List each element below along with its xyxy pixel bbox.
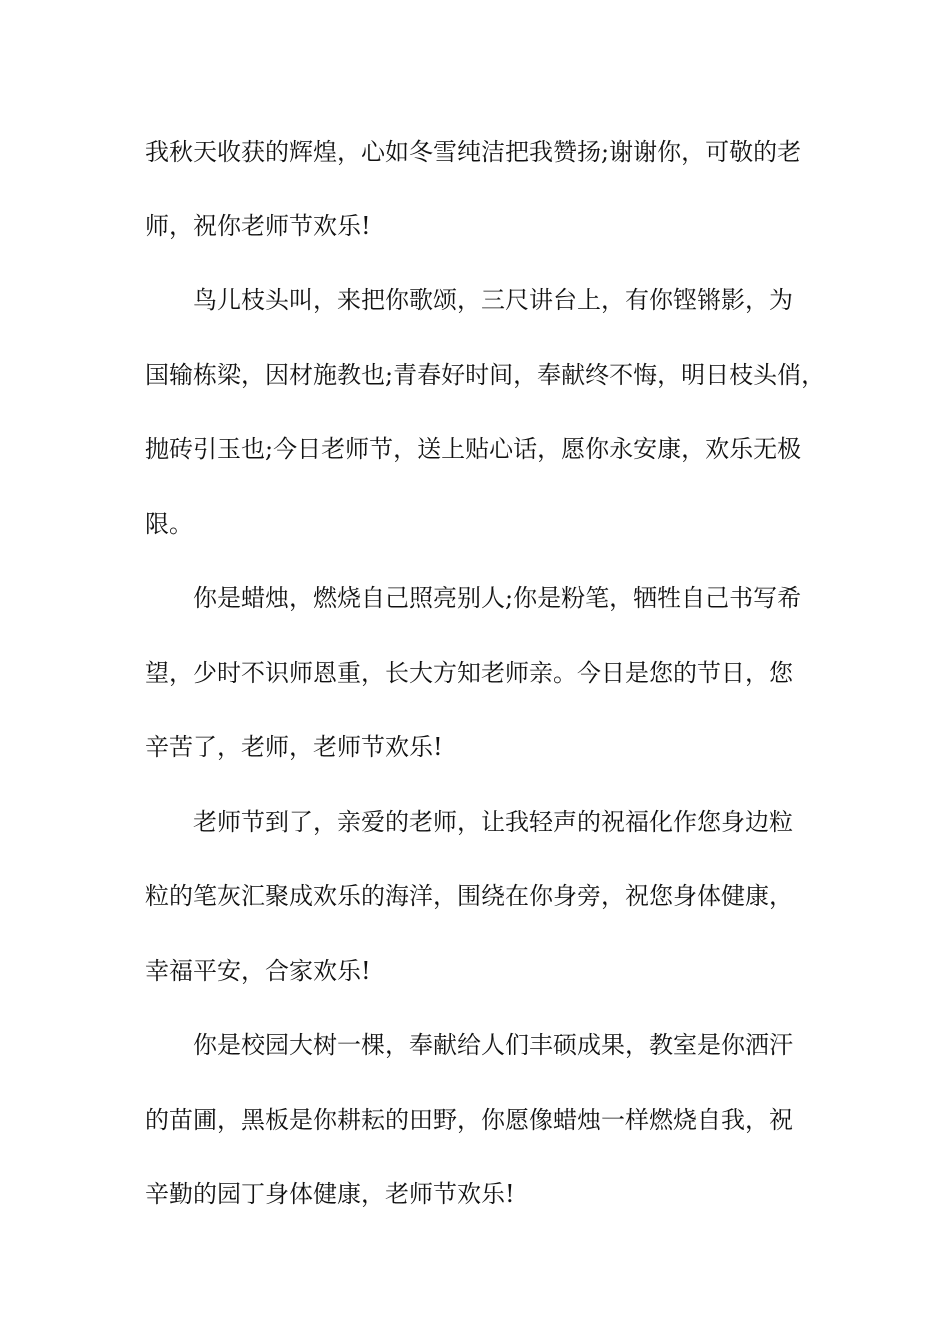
- text-line: 望，少时不识师恩重，长大方知老师亲。今日是您的节日，您: [145, 659, 793, 687]
- text-line: 师，祝你老师节欢乐!: [145, 212, 371, 240]
- text-line: 幸福平安，合家欢乐!: [145, 957, 371, 985]
- text-line: 老师节到了，亲爱的老师，让我轻声的祝福化作您身边粒: [145, 808, 793, 836]
- text-line: 鸟儿枝头叫，来把你歌颂，三尺讲台上，有你铿锵影，为: [145, 286, 793, 314]
- text-line: 限。: [145, 510, 193, 538]
- text-line: 抛砖引玉也;今日老师节，送上贴心话，愿你永安康，欢乐无极: [145, 435, 802, 463]
- text-line: 我秋天收获的辉煌，心如冬雪纯洁把我赞扬;谢谢你，可敬的老: [145, 138, 802, 166]
- text-line: 粒的笔灰汇聚成欢乐的海洋，围绕在你身旁，祝您身体健康，: [145, 882, 793, 910]
- text-line: 国输栋梁，因材施教也;青春好时间，奉献终不悔，明日枝头俏，: [145, 361, 826, 389]
- text-line: 辛勤的园丁身体健康，老师节欢乐!: [145, 1180, 515, 1208]
- text-line: 你是校园大树一棵，奉献给人们丰硕成果，教室是你洒汗: [145, 1031, 793, 1059]
- text-line: 你是蜡烛，燃烧自己照亮别人;你是粉笔，牺牲自己书写希: [145, 584, 802, 612]
- text-line: 的苗圃，黑板是你耕耘的田野，你愿像蜡烛一样燃烧自我，祝: [145, 1106, 793, 1134]
- text-line: 辛苦了，老师，老师节欢乐!: [145, 733, 443, 761]
